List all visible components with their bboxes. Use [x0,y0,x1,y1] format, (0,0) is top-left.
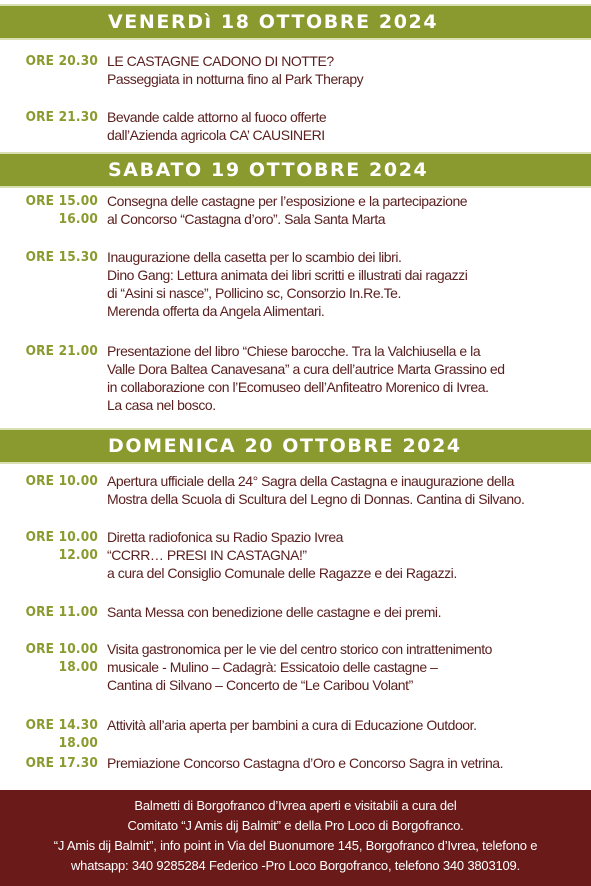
event-description: Attività all’aria aperta per bambini a cura di Educazione Outdoor. [107,717,477,733]
event-time: ORE 10.00 12.00 [25,529,98,563]
event-time: ORE 10.00 18.00 [25,641,98,675]
event-description: Premiazione Concorso Castagna d’Oro e Concorso Sagra in vetrina. [107,755,504,771]
day-header-sunday [0,428,591,464]
event-description: Inaugurazione della casetta per lo scambio dei libri. Dino Gang: Lettura animata dei libri scritti e illustrati dai ragazzi di “Asini si nasce”, Pollicino sc, Consorzio In.Re.Te. Merenda offerta da Angela Alimentari. [107,249,468,319]
event-description: Visita gastronomica per le vie del centro storico con intrattenimento musicale - Mulino – Cadagrà: Essicatoio delle castagne – Cantina di Silvano – Concerto de “Le Caribou Volant” [107,641,493,693]
event-time: ORE 10.00 [25,473,98,489]
event-time: ORE 17.30 [25,755,98,771]
event-time: ORE 14.30 18.00 [25,717,98,751]
day-header-friday [0,4,591,40]
event-time: ORE 21.30 [25,109,98,125]
event-time: ORE 20.30 [25,53,98,69]
footer-line: Balmetti di Borgofranco d’Ivrea aperti e visitabili a cura del [134,798,457,813]
day-title: VENERDì 18 OTTOBRE 2024 [108,11,439,33]
footer-line: “J Amis dij Balmit”, info point in Via del Buonumore 145, Borgofranco d’Ivrea, telefono e [53,838,538,853]
day-header-saturday [0,152,591,188]
event-description: Diretta radiofonica su Radio Spazio Ivrea “CCRR… PRESI IN CASTAGNA!” a cura del Consiglio Comunale delle Ragazze e dei Ragazzi. [107,529,457,581]
event-time: ORE 15.00 16.00 [25,193,98,227]
footer-info [0,790,591,886]
event-description: Santa Messa con benedizione delle castagne e dei premi. [107,604,442,620]
event-time: ORE 21.00 [25,343,98,359]
event-time: ORE 11.00 [25,604,98,620]
event-description: Consegna delle castagne per l’esposizione e la partecipazione al Concorso “Castagna d’oro”. Sala Santa Marta [107,193,468,227]
event-description: Bevande calde attorno al fuoco offerte dall’Azienda agricola CA’ CAUSINERI [107,109,327,143]
footer-line: whatsapp: 340 9285284 Federico -Pro Loco Borgofranco, telefono 340 3803109. [70,858,520,873]
footer-line: Comitato “J Amis dij Balmit” e della Pro Loco di Borgofranco. [127,818,464,833]
event-description: LE CASTAGNE CADONO DI NOTTE? Passeggiata in notturna fino al Park Therapy [107,53,364,87]
day-title: DOMENICA 20 OTTOBRE 2024 [108,435,462,457]
event-description: Apertura ufficiale della 24° Sagra della Castagna e inaugurazione della Mostra della Scuola di Scultura del Legno di Donnas. Cantina di Silvano. [107,473,525,507]
event-time: ORE 15.30 [25,249,98,265]
event-description: Presentazione del libro “Chiese barocche. Tra la Valchiusella e la Valle Dora Baltea Canavesana” a cura dell’autrice Marta Grassino ed in collaborazione con l’Ecomuseo dell’Anfiteatro Morenico di Ivrea. La casa nel bosco. [107,343,505,413]
day-title: SABATO 19 OTTOBRE 2024 [108,159,429,181]
